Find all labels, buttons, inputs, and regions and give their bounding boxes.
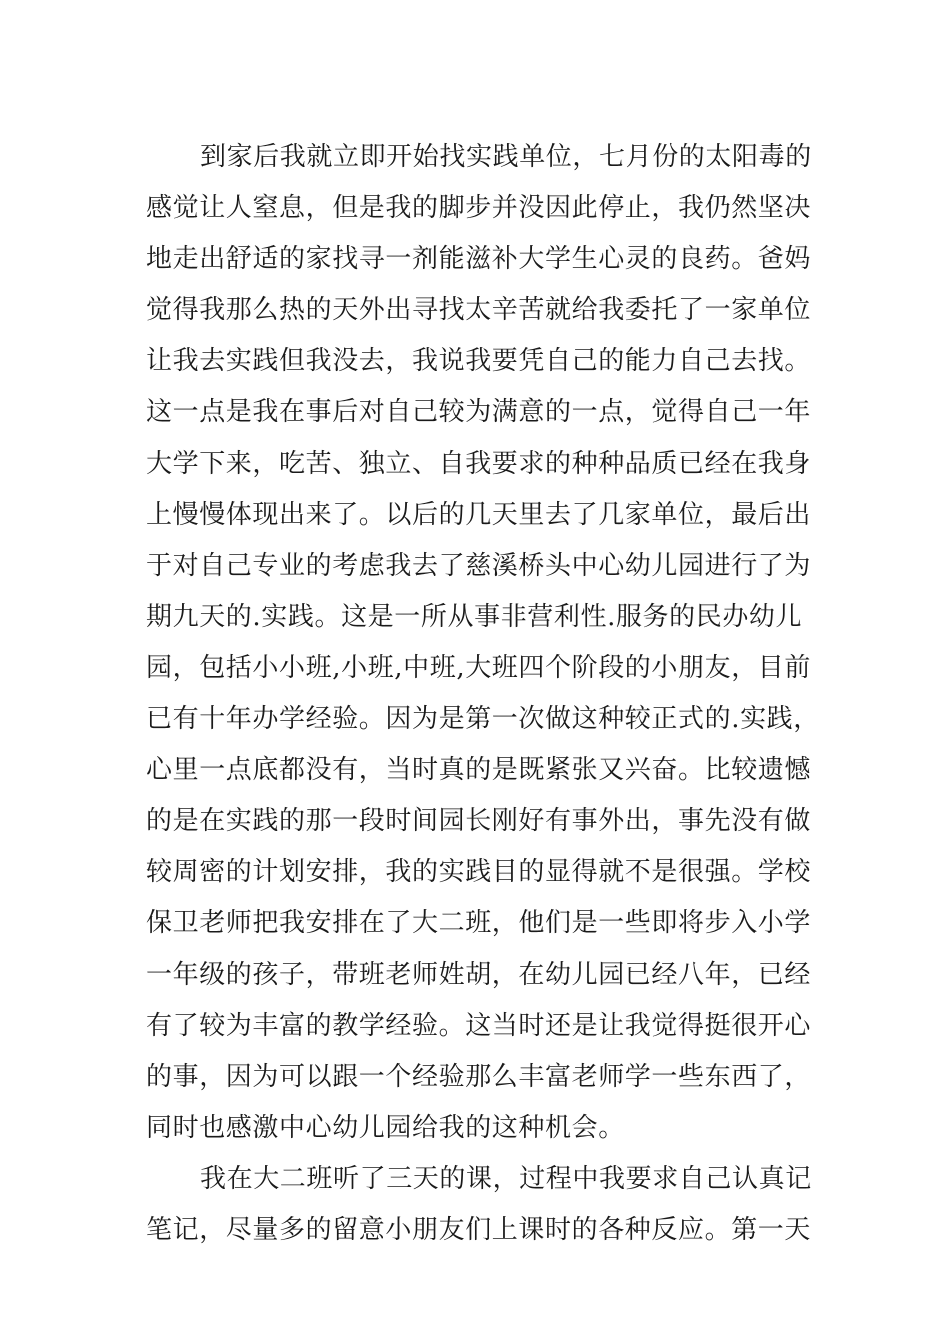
paragraph-1-line-12: 已有十年办学经验。因为是第一次做这种较正式的.实践， — [146, 704, 820, 735]
paragraph-1-line-19: 的事，因为可以跟一个经验那么丰富老师学一些东西了， — [146, 1061, 812, 1092]
paragraph-1-line-13: 心里一点底都没有，当时真的是既紧张又兴奋。比较遗憾 — [146, 755, 812, 786]
paragraph-1-line-15: 较周密的计划安排，我的实践目的显得就不是很强。学校 — [146, 857, 812, 888]
paragraph-1-line-8: 上慢慢体现出来了。以后的几天里去了几家单位，最后出 — [146, 499, 812, 530]
paragraph-1-line-6: 这一点是我在事后对自己较为满意的一点，觉得自己一年 — [146, 397, 812, 428]
paragraph-1-line-16: 保卫老师把我安排在了大二班，他们是一些即将步入小学 — [146, 908, 812, 939]
paragraph-1-line-5: 让我去实践但我没去，我说我要凭自己的能力自己去找。 — [146, 346, 812, 377]
paragraph-1-line-4: 觉得我那么热的天外出寻找太辛苦就给我委托了一家单位 — [146, 295, 812, 326]
paragraph-2-line-2: 笔记，尽量多的留意小朋友们上课时的各种反应。第一天 — [146, 1214, 812, 1245]
paragraph-1-line-11: 园，包括小小班,小班,中班,大班四个阶段的小朋友，目前 — [146, 652, 811, 683]
paragraph-1-line-9: 于对自己专业的考虑我去了慈溪桥头中心幼儿园进行了为 — [146, 550, 812, 581]
paragraph-1-line-17: 一年级的孩子，带班老师姓胡，在幼儿园已经八年，已经 — [146, 959, 812, 990]
paragraph-1-line-10: 期九天的.实践。这是一所从事非营利性.服务的民办幼儿 — [146, 601, 803, 632]
paragraph-2-line-1: 我在大二班听了三天的课，过程中我要求自己认真记 — [200, 1163, 812, 1194]
paragraph-1-line-18: 有了较为丰富的教学经验。这当时还是让我觉得挺很开心 — [146, 1010, 812, 1041]
paragraph-1-line-1: 到家后我就立即开始找实践单位，七月份的太阳毒的 — [200, 142, 812, 172]
document-body — [146, 132, 820, 1256]
paragraph-1-line-2: 感觉让人窒息，但是我的脚步并没因此停止，我仍然坚决 — [146, 193, 812, 224]
paragraph-1-line-3: 地走出舒适的家找寻一剂能滋补大学生心灵的良药。爸妈 — [146, 244, 812, 275]
paragraph-1-line-14: 的是在实践的那一段时间园长刚好有事外出，事先没有做 — [146, 806, 812, 837]
paragraph-1-line-7: 大学下来，吃苦、独立、自我要求的种种品质已经在我身 — [146, 448, 812, 479]
paragraph-1-line-20: 同时也感激中心幼儿园给我的这种机会。 — [146, 1112, 625, 1143]
